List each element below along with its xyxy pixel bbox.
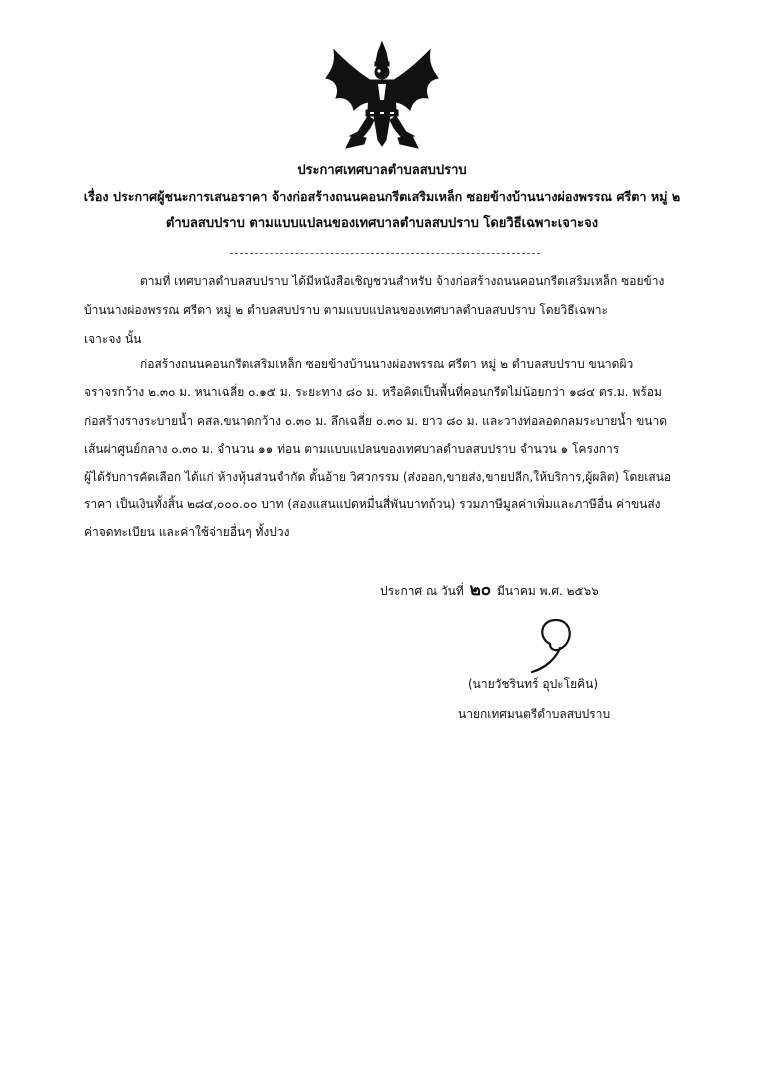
divider-line	[230, 253, 540, 254]
date-day: ๒๐	[469, 580, 492, 600]
paragraph-2-line: ผู้ได้รับการคัดเลือก ได้แก่ ห้างหุ้นส่วนจำกัด ตั้นอ้าย วิศวกรรม (ส่งออก,ขายส่ง,ขายปลีก,ให้บริการ,ผู้ผลิต) โดยเสนอ	[84, 470, 672, 484]
organization-heading: ประกาศเทศบาลตำบลสบปราบ	[297, 163, 467, 178]
paragraph-2-line: ก่อสร้างรางระบายน้ำ คสล.ขนาดกว้าง ๐.๓๐ ม. ลึกเฉลี่ย ๐.๓๐ ม. ยาว ๘๐ ม. และวางท่อลอดกลมระบายน้ำ ขนาด	[84, 414, 668, 428]
signatory-position: นายกเทศมนตรีตำบลสบปราบ	[458, 707, 611, 721]
paragraph-1-line: เจาะจง นั้น	[84, 332, 142, 346]
announcement-date	[380, 580, 599, 601]
paragraph-2-line: ค่าจดทะเบียน และค่าใช้จ่ายอื่นๆ ทั้งปวง	[84, 525, 290, 539]
garuda-emblem-icon	[322, 40, 442, 152]
date-prefix: ประกาศ ณ วันที่	[380, 584, 464, 598]
paragraph-2-line: จราจรกว้าง ๒.๓๐ ม. หนาเฉลี่ย ๐.๑๕ ม. ระยะทาง ๘๐ ม. หรือคิดเป็นพื้นที่คอนกรีตไม่น้อยกว่า ๑๘๔ ตร.ม. พร้อม	[84, 385, 662, 399]
paragraph-2-line: ก่อสร้างถนนคอนกรีตเสริมเหล็ก ซอยข้างบ้านนางผ่องพรรณ ศรีตา หมู่ ๒ ตำบลสบปราบ ขนาดผิว	[140, 357, 634, 371]
signature-icon	[520, 614, 590, 676]
paragraph-2-line: เส้นผ่าศูนย์กลาง ๐.๓๐ ม. จำนวน ๑๑ ท่อน ตามแบบแปลนของเทศบาลตำบลสบปราบ จำนวน ๑ โครงการ	[84, 442, 620, 456]
paragraph-2-line: ราคา เป็นเงินทั้งสิ้น ๒๘๔,๐๐๐.๐๐ บาท (สองแสนแปดหมื่นสี่พันบาทถ้วน) รวมภาษีมูลค่าเพิ่มและภาษีอื่น ค่าขนส่ง	[84, 497, 661, 511]
date-month-year: มีนาคม พ.ศ. ๒๕๖๖	[497, 584, 599, 598]
paragraph-1-line: บ้านนางผ่องพรรณ ศรีตา หมู่ ๒ ตำบลสบปราบ ตามแบบแปลนของเทศบาลตำบลสบปราบ โดยวิธีเฉพาะ	[84, 303, 608, 317]
signatory-name: (นายวัชรินทร์ อุปะโยคิน)	[468, 677, 599, 691]
paragraph-1-line: ตามที่ เทศบาลตำบลสบปราบ ได้มีหนังสือเชิญชวนสำหรับ จ้างก่อสร้างถนนคอนกรีตเสริมเหล็ก ซอยข้าง	[140, 274, 665, 288]
subject-line-2: ตำบลสบปราบ ตามแบบแปลนของเทศบาลตำบลสบปราบ โดยวิธีเฉพาะเจาะจง	[165, 216, 599, 231]
subject-line-1: เรื่อง ประกาศผู้ชนะการเสนอราคา จ้างก่อสร้างถนนคอนกรีตเสริมเหล็ก ซอยข้างบ้านนางผ่องพรรณ ศรีตา หมู่ ๒	[83, 189, 681, 204]
